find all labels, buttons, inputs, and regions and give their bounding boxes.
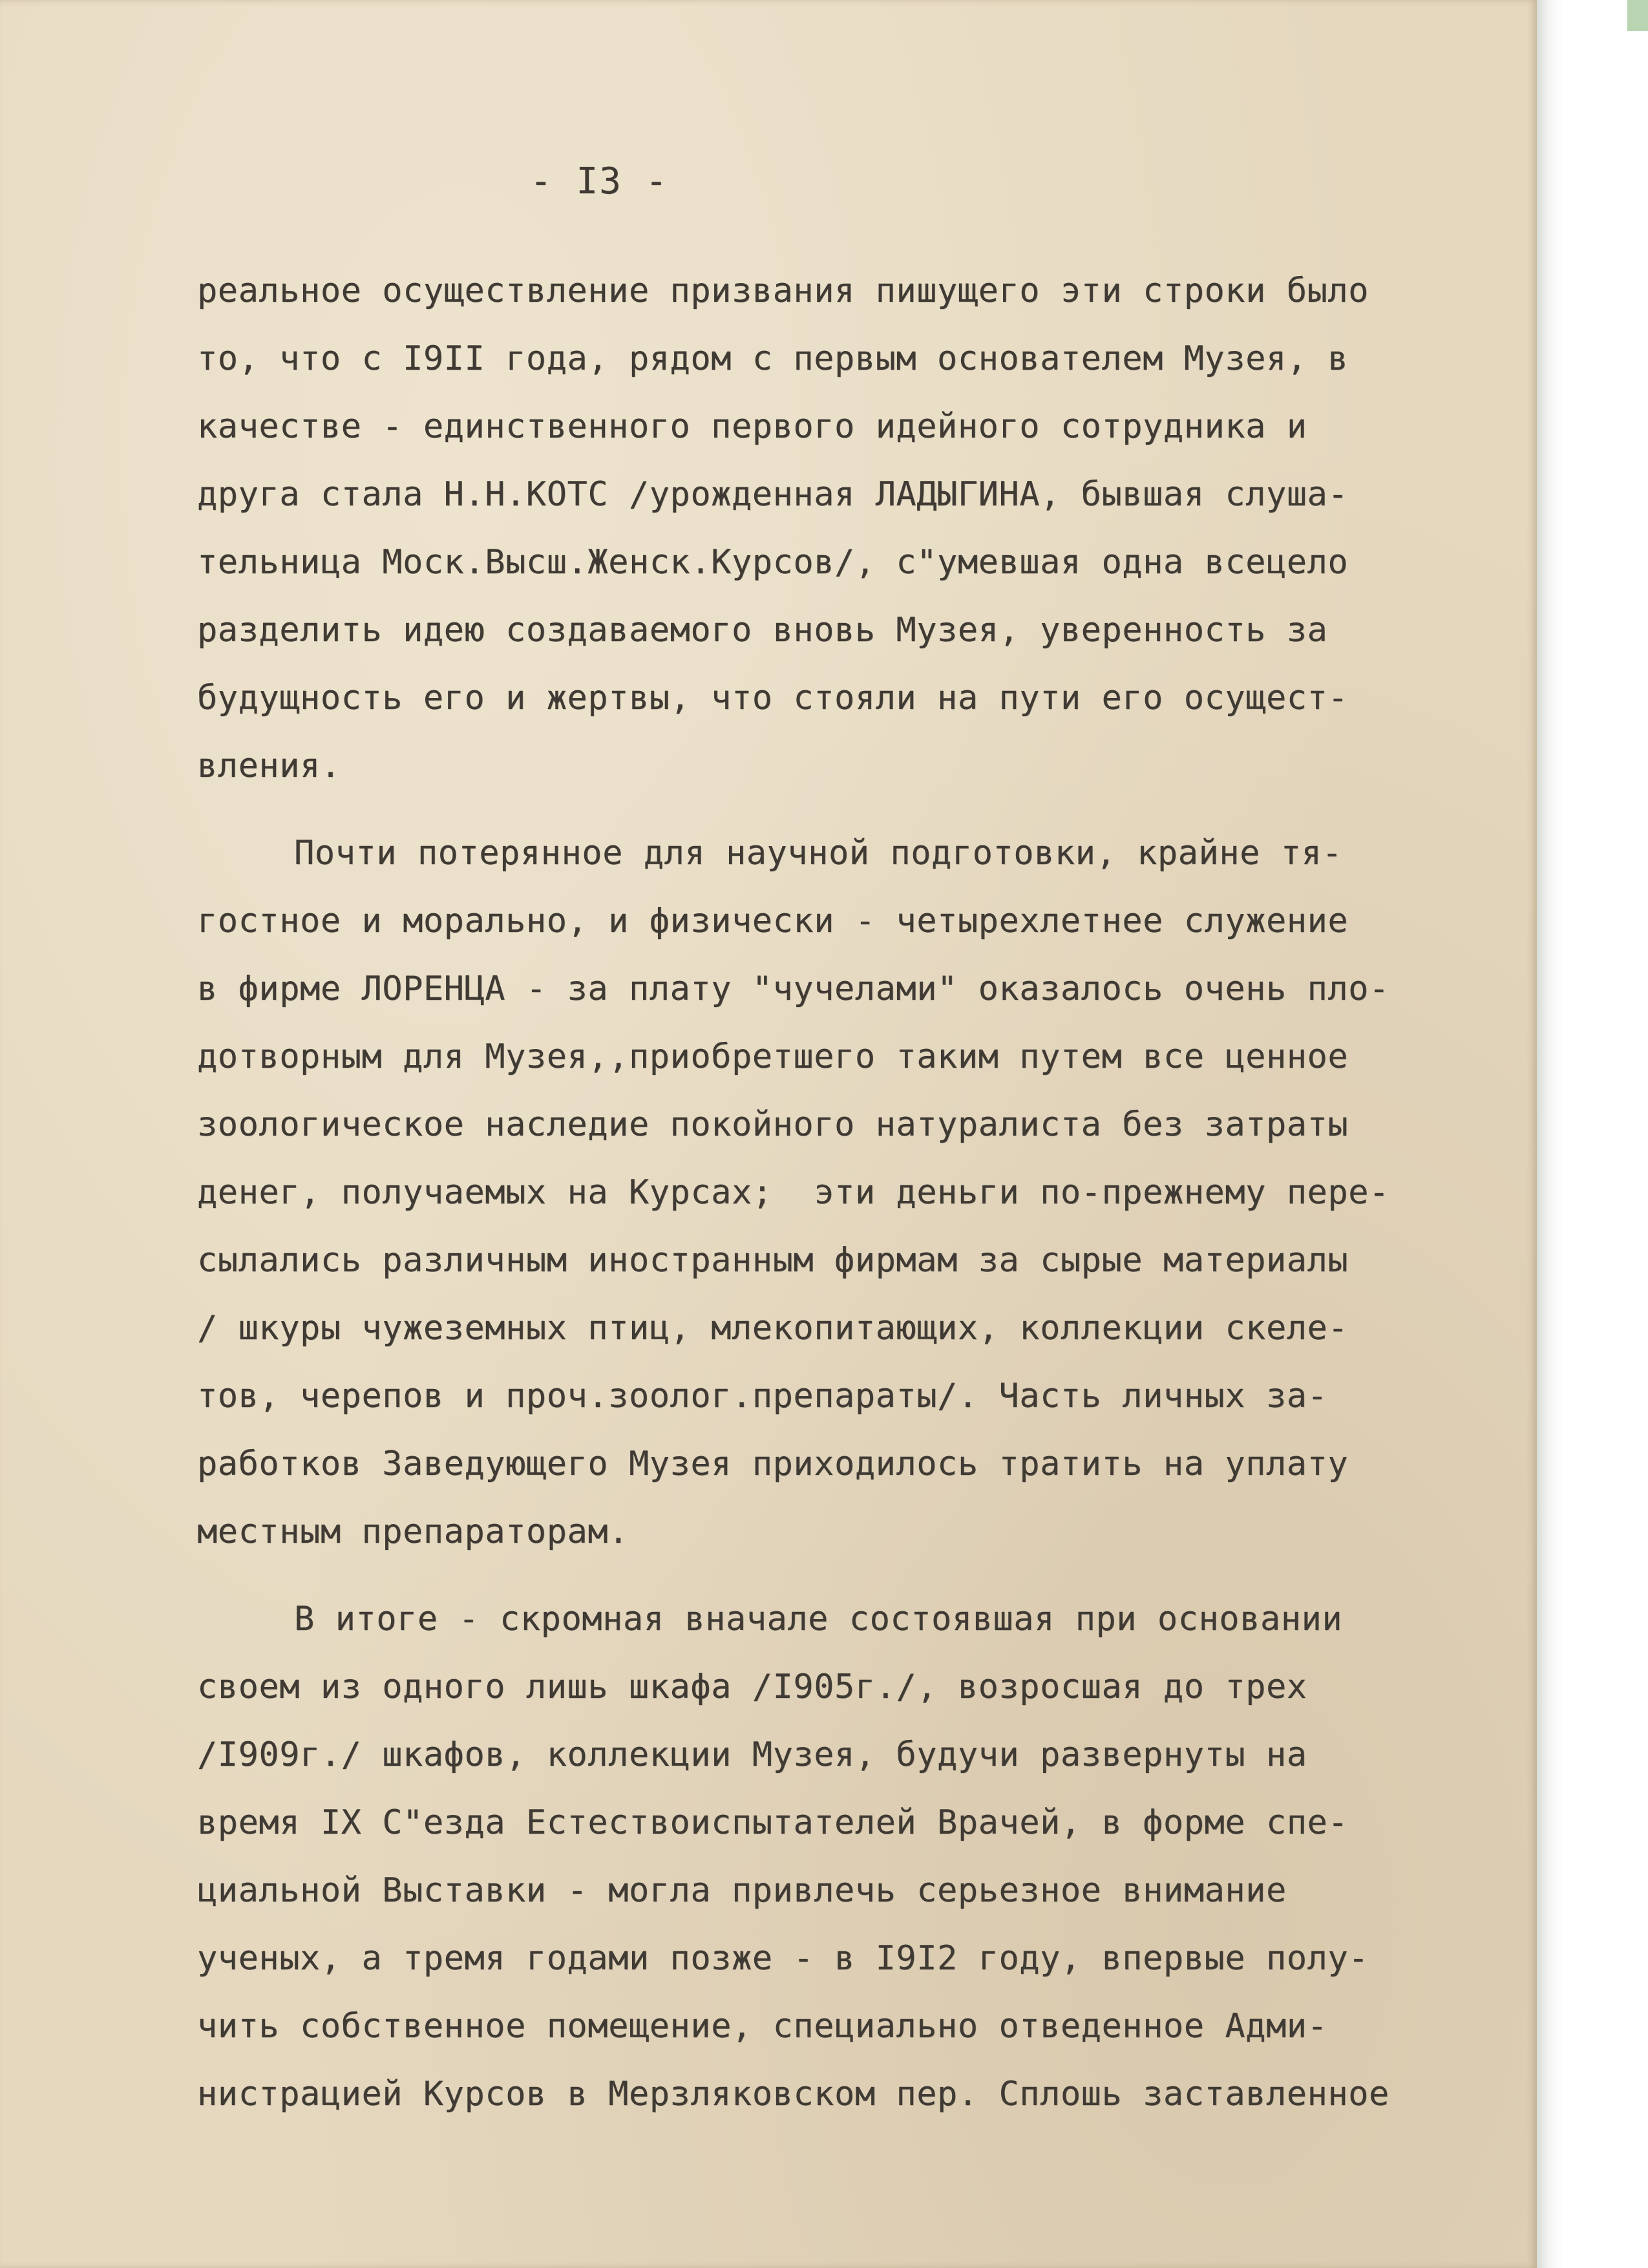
text-line: нистрацией Курсов в Мерзляковском пер. Сплошь заставленное	[197, 2075, 1389, 2114]
text-line: сылались различным иностранным фирмам за сырые материалы	[197, 1241, 1349, 1280]
text-line: денег, получаемых на Курсах; эти деньги по-прежнему пере-	[197, 1173, 1389, 1212]
text-line: будущность его и жертвы, что стояли на пути его осущест-	[197, 679, 1349, 717]
text-line: время IX С"езда Естествоиспытателей Врачей, в форме спе-	[197, 1803, 1349, 1842]
text-line: местным препараторам.	[197, 1512, 629, 1551]
text-line: разделить идею создаваемого вновь Музея, уверенность за	[197, 611, 1328, 650]
text-line: качестве - единственного первого идейного сотрудника и	[197, 407, 1307, 446]
text-line: работков Заведующего Музея приходилось тратить на уплату	[197, 1445, 1349, 1483]
paragraph-gap	[197, 800, 1548, 820]
scanner-margin	[1537, 0, 1648, 2268]
text-line: циальной Выставки - могла привлечь серьезное внимание	[197, 1871, 1287, 1910]
text-line: Почти потерянное для научной подготовки, крайне тя-	[294, 834, 1343, 873]
text-line: вления.	[197, 747, 341, 785]
document-body	[197, 257, 1548, 2128]
text-line: ученых, а тремя годами позже - в I9I2 году, впервые полу-	[197, 1939, 1369, 1978]
text-line: / шкуры чужеземных птиц, млекопитающих, коллекции скеле-	[197, 1309, 1349, 1348]
text-line: в фирме ЛОРЕНЦА - за плату "чучелами" оказалось очень пло-	[197, 970, 1389, 1008]
scanner-edge-mark	[1627, 0, 1648, 31]
text-line: тельница Моск.Высш.Женск.Курсов/, с"умевшая одна всецело	[197, 543, 1349, 582]
text-line: чить собственное помещение, специально отведенное Адми-	[197, 2007, 1328, 2046]
text-line: зоологическое наследие покойного натуралиста без затраты	[197, 1105, 1349, 1144]
text-line: /I909г./ шкафов, коллекции Музея, будучи развернуты на	[197, 1735, 1307, 1774]
text-line: то, что с I9II года, рядом с первым основателем Музея, в	[197, 339, 1349, 378]
text-line: тов, черепов и проч.зоолог.препараты/. Часть личных за-	[197, 1377, 1328, 1415]
paragraph-1	[197, 257, 1548, 800]
text-line: реальное осуществление призвания пишущего эти строки было	[197, 271, 1369, 310]
text-line: дотворным для Музея,,приобретшего таким путем все ценное	[197, 1037, 1349, 1076]
paragraph-gap	[197, 1566, 1548, 1585]
page-number: - I3 -	[530, 160, 669, 202]
paragraph-2	[197, 820, 1548, 1566]
text-line: друга стала Н.Н.КОТС /урожденная ЛАДЫГИНА, бывшая слуша-	[197, 475, 1349, 514]
text-line: своем из одного лишь шкафа /I905г./, возросшая до трех	[197, 1668, 1307, 1706]
paragraph-3	[197, 1585, 1548, 2128]
text-line: В итоге - скромная вначале состоявшая при основании	[294, 1600, 1343, 1638]
text-line: гостное и морально, и физически - четырехлетнее служение	[197, 902, 1349, 940]
